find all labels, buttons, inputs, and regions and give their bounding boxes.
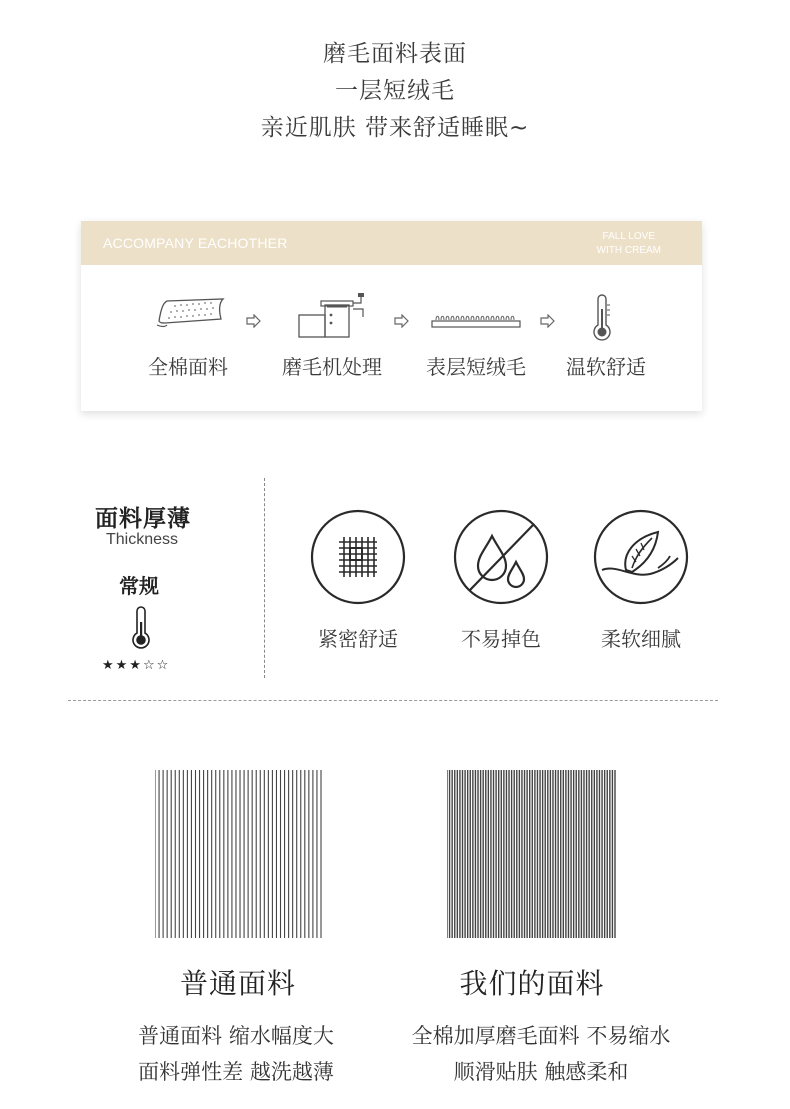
thermometer-icon: [590, 293, 614, 343]
our-fabric-desc: [376, 1018, 706, 1090]
bar-tag-line-2: WITH CREAM: [596, 245, 661, 256]
feature-soft: [586, 508, 696, 652]
process-bar-title: ACCOMPANY EACHOTHER: [103, 235, 288, 251]
our-fabric-title: 我们的面料: [459, 967, 605, 1000]
process-bar-tag: [597, 230, 661, 258]
process-step-warm: [537, 293, 667, 343]
ordinary-fabric-desc-line-1: 普通面料 缩水幅度大: [138, 1024, 334, 1048]
ordinary-fabric-desc: [71, 1018, 401, 1090]
thickness-subtitle: Thickness: [106, 531, 179, 548]
thermometer-icon: [130, 606, 152, 650]
intro-line-1: 磨毛面料表面: [323, 41, 467, 67]
feature-label-2: 不易掉色: [461, 627, 541, 651]
brushing-machine-icon: [287, 291, 377, 341]
process-step-label-3: 表层短绒毛: [426, 355, 526, 379]
ordinary-fabric-lines-image: [155, 770, 323, 938]
ordinary-fabric-title: 普通面料: [179, 967, 296, 1000]
process-step-label-1: 全棉面料: [148, 355, 228, 379]
arrow-right-icon: [394, 314, 410, 328]
dense-weave-icon: [309, 508, 407, 606]
process-step-cotton: [125, 293, 255, 333]
intro-block: [0, 36, 790, 147]
thickness-title: 面料厚薄: [95, 506, 191, 532]
no-fade-drop-icon: [452, 508, 550, 606]
feature-no-fade: [446, 508, 556, 652]
process-step-fleece: [411, 309, 541, 331]
process-step-label-2: 磨毛机处理: [282, 355, 382, 379]
feature-dense: [303, 508, 413, 652]
properties-section: [0, 478, 790, 678]
process-header-bar: [81, 221, 702, 265]
cotton-fabric-icon: [153, 293, 227, 333]
our-fabric-desc-line-1: 全棉加厚磨毛面料 不易缩水: [411, 1024, 671, 1048]
our-fabric-desc-line-2: 顺滑贴肤 触感柔和: [453, 1060, 629, 1084]
short-fleece-icon: [430, 309, 522, 331]
intro-line-2: 一层短绒毛: [335, 78, 455, 104]
process-step-machine: [267, 291, 397, 341]
horizontal-divider: [68, 700, 718, 701]
ordinary-fabric-desc-line-2: 面料弹性差 越洗越薄: [138, 1060, 334, 1084]
bar-tag-line-1: FALL LOVE: [602, 231, 655, 242]
process-step-label-4: 温软舒适: [566, 355, 646, 379]
our-fabric-lines-image: [447, 770, 617, 938]
arrow-right-icon: [246, 314, 262, 328]
thickness-stars: ★★★☆☆: [102, 658, 171, 673]
soft-feather-icon: [592, 508, 690, 606]
feature-label-1: 紧密舒适: [318, 627, 398, 651]
thickness-level: 常规: [119, 574, 159, 598]
vertical-divider: [264, 478, 265, 678]
process-card: [81, 221, 702, 411]
intro-line-3: 亲近肌肤 带来舒适睡眠~: [260, 115, 530, 141]
feature-label-3: 柔软细腻: [601, 627, 681, 651]
